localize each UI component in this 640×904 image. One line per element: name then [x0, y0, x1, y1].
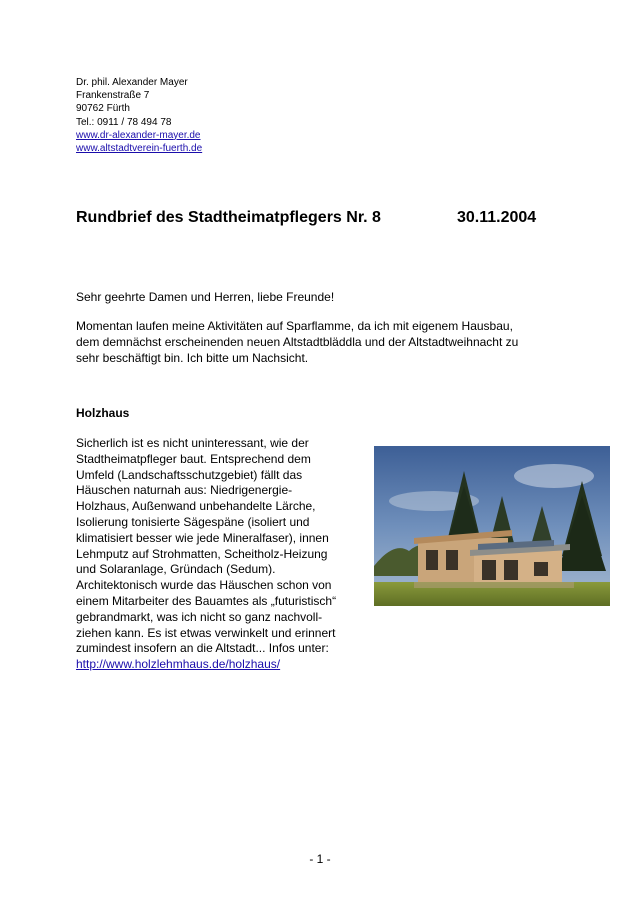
section-paragraph — [76, 436, 376, 673]
paragraph-line: ziehen kann. Es ist etwas verwinkelt und erinnert — [76, 625, 336, 640]
paragraph-line: Lehmputz auf Strohmatten, Scheitholz-Heizung — [76, 546, 328, 561]
house-photo — [374, 446, 610, 606]
paragraph-line: Holzhaus, Außenwand unbehandelte Lärche, — [76, 499, 316, 514]
paragraph-line: und Solaranlage, Gründach (Sedum). — [76, 562, 276, 577]
intro-line: sehr beschäftigt bin. Ich bitte um Nachsicht. — [76, 351, 309, 365]
paragraph-line: Architektonisch wurde das Häuschen schon von — [76, 578, 332, 593]
title-date: 30.11.2004 — [457, 209, 537, 226]
sender-phone: Tel.: 0911 / 78 494 78 — [76, 116, 172, 128]
paragraph-line: klimatisiert besser wie jede Mineralfaser), innen — [76, 530, 329, 545]
sender-city: 90762 Fürth — [76, 103, 130, 115]
paragraph-line: gebrandmarkt, was ich nicht so ganz nachvoll- — [76, 609, 323, 624]
paragraph-line: zumindest insofern an die Altstadt... Infos unter: — [76, 641, 329, 656]
website-link-1[interactable]: www.dr-alexander-mayer.de — [76, 129, 201, 141]
paragraph-line: Sicherlich ist es nicht uninteressant, wie der — [76, 436, 309, 450]
section-heading: Holzhaus — [76, 406, 130, 420]
intro-line: Momentan laufen meine Aktivitäten auf Sparflamme, da ich mit eigenem Hausbau, — [76, 319, 513, 333]
paragraph-line: Umfeld (Landschaftsschutzgebiet) fällt das — [76, 467, 303, 482]
intro-line: dem demnächst erscheinenden neuen Altstadtbläddla und der Altstadtweihnacht zu — [76, 335, 519, 349]
website-link-2[interactable]: www.altstadtverein-fuerth.de — [76, 143, 203, 155]
paragraph-line: Isolierung tonisierte Sägespäne (isoliert und — [76, 514, 310, 529]
sender-address — [76, 76, 202, 155]
paragraph-line: Stadtheimatpfleger baut. Entsprechend dem — [76, 451, 311, 466]
greeting: Sehr geehrte Damen und Herren, liebe Freunde! — [76, 290, 335, 304]
page-number: - 1 - — [309, 852, 331, 866]
sender-street: Frankenstraße 7 — [76, 90, 150, 102]
sender-name: Dr. phil. Alexander Mayer — [76, 77, 188, 88]
paragraph-line: Häuschen naturnah aus: Niedrigenergie- — [76, 483, 293, 498]
intro-paragraph — [76, 318, 576, 366]
title-text: Rundbrief des Stadtheimatpflegers Nr. 8 — [76, 209, 381, 226]
document-title — [76, 209, 556, 227]
paragraph-line: einem Mitarbeiter des Bauamtes als „futuristisch“ — [76, 593, 337, 608]
holzhaus-link[interactable]: http://www.holzlehmhaus.de/holzhaus/ — [76, 657, 281, 672]
